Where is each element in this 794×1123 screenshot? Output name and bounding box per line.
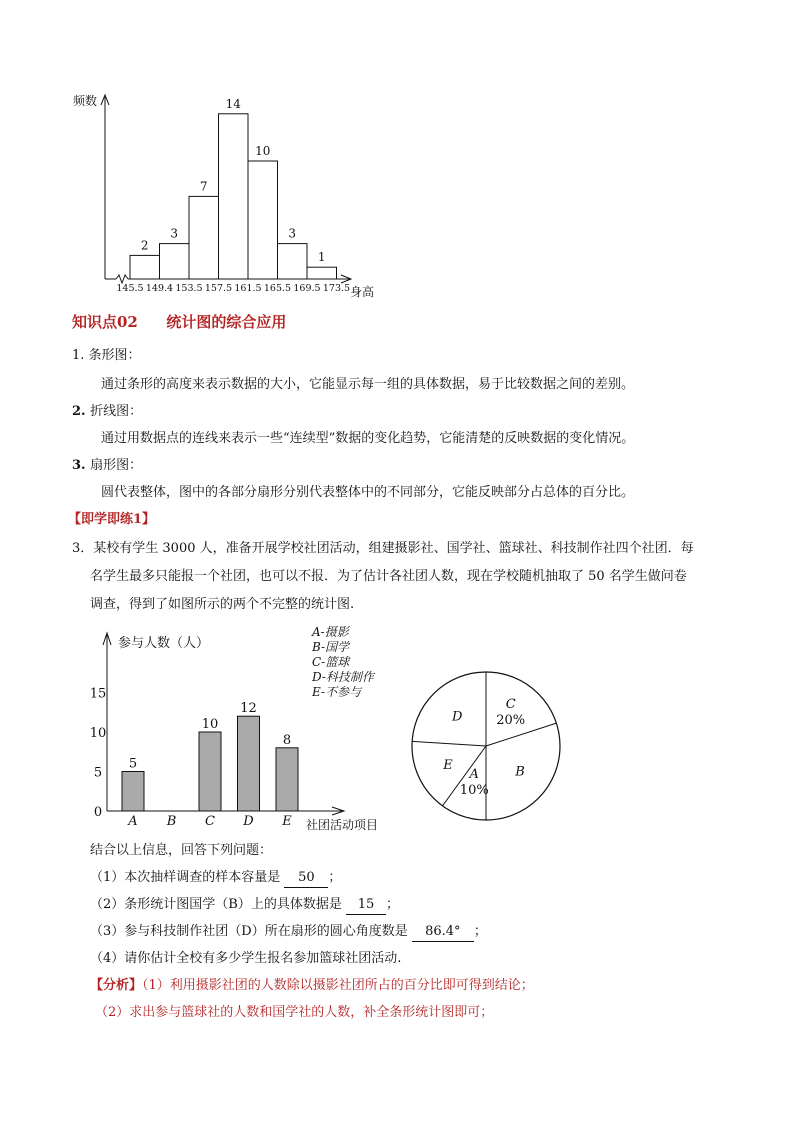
histogram-bar — [160, 244, 190, 279]
histogram-bar — [189, 196, 219, 279]
bar — [122, 772, 144, 812]
pie-slice-label: A — [469, 767, 479, 783]
histogram-bar — [130, 255, 160, 279]
question-2 — [90, 896, 399, 915]
x-tick-label: E — [282, 814, 292, 829]
item-name: 扇形图： — [90, 458, 143, 473]
x-tick-label: 157.5 — [204, 283, 233, 294]
item-number: 3. — [72, 458, 86, 473]
y-tick-label: 15 — [89, 686, 107, 702]
legend-entry: B-国学 — [312, 640, 350, 654]
section-header — [72, 313, 286, 331]
question-text: （2）条形统计图国学（B）上的具体数据是 — [90, 897, 342, 912]
item-3-heading — [72, 457, 142, 475]
bar-value-label: 8 — [282, 732, 292, 748]
item-2-desc: 通过用数据点的连线来表示一些“连续型”数据的变化趋势，它能清楚的反映数据的变化情况。 — [101, 431, 635, 446]
item-number: 1. — [72, 348, 85, 363]
bar — [276, 748, 298, 811]
problem-line-3: 调查，得到了如图所示的两个不完整的统计图. — [90, 597, 355, 612]
question-3 — [90, 923, 487, 942]
x-tick-label: B — [166, 814, 177, 829]
histogram-bar — [219, 114, 249, 279]
bar-value-label: 12 — [240, 701, 257, 717]
item-name: 折线图： — [90, 404, 143, 419]
problem-line-1: 3．某校有学生 3000 人，准备开展学校社团活动，组建摄影社、国学社、篮球社、科技制作社四个社团．每 — [72, 541, 694, 556]
legend-entry: E-不参与 — [312, 685, 362, 699]
answer-blank: 50 — [284, 869, 328, 888]
axis-break — [116, 275, 128, 283]
analysis-line-2: （2）求出参与篮球社的人数和国学社的人数，补全条形统计图即可； — [95, 1005, 494, 1020]
legend-entry: C-篮球 — [312, 655, 350, 669]
pie-slice-percent: 10% — [459, 783, 489, 799]
x-tick-label: C — [205, 814, 215, 829]
question-1 — [90, 869, 341, 888]
answer-blank: 86.4° — [412, 923, 474, 942]
problem-line-2: 名学生最多只能报一个社团，也可以不报．为了估计各社团人数，现在学校随机抽取了 50 名学生做问卷 — [90, 569, 687, 584]
x-tick-label: 173.5 — [322, 283, 351, 294]
legend-entry: A-摄影 — [312, 625, 349, 639]
item-number: 2. — [72, 404, 86, 419]
item-2-heading — [72, 403, 142, 421]
y-axis-label: 参与人数（人） — [118, 636, 210, 651]
y-tick-label: 0 — [93, 805, 103, 820]
section-subtitle: 统计图的综合应用 — [166, 313, 287, 331]
analysis-line-1 — [90, 977, 534, 995]
y-axis-label: 频数 — [72, 94, 98, 108]
x-tick-label: 149.4 — [145, 283, 174, 294]
bar-value-label: 10 — [201, 717, 219, 732]
pie-slice-label: E — [443, 757, 453, 773]
histogram-value-label: 2 — [140, 238, 149, 253]
pie-slice-label: B — [515, 764, 525, 780]
practice-tag: 【即学即练1】 — [68, 512, 156, 527]
x-tick-label: D — [243, 814, 254, 829]
item-name: 条形图： — [88, 348, 141, 363]
histogram-value-label: 1 — [317, 250, 326, 265]
x-tick-label: 145.5 — [116, 283, 144, 294]
histogram-value-label: 14 — [225, 96, 241, 111]
x-tick-label: 161.5 — [234, 283, 262, 294]
x-tick-label: A — [128, 814, 138, 829]
pie-slice-percent: 20% — [496, 713, 526, 729]
bar — [238, 716, 260, 811]
analysis-text: （1）利用摄影社团的人数除以摄影社团所占的百分比即可得到结论； — [142, 978, 534, 993]
club-pie-chart — [405, 665, 565, 830]
histogram-bar — [307, 267, 337, 279]
item-1-desc: 通过条形的高度来表示数据的大小，它能显示每一组的具体数据，易于比较数据之间的差别。 — [101, 377, 635, 392]
x-tick-label: 169.5 — [293, 283, 321, 294]
item-3-desc: 圆代表整体，图中的各部分扇形分别代表整体中的不同部分，它能反映部分占总体的百分比。 — [101, 485, 635, 500]
punct: ； — [385, 897, 399, 912]
club-bar-chart — [80, 625, 400, 835]
height-histogram — [60, 85, 390, 305]
y-tick-label: 5 — [93, 765, 103, 781]
section-title: 知识点02 — [72, 313, 138, 331]
x-tick-label: 165.5 — [263, 283, 292, 294]
bar — [199, 732, 221, 811]
bar-value-label: 5 — [128, 756, 138, 772]
analysis-tag: 【分析】 — [90, 978, 143, 993]
pie-slice-label: C — [505, 697, 516, 713]
question-4: （4）请你估计全校有多少学生报名参加篮球社团活动. — [90, 951, 402, 966]
histogram-value-label: 3 — [170, 226, 179, 241]
histogram-value-label: 7 — [199, 179, 208, 194]
answer-blank: 15 — [346, 896, 386, 915]
histogram-value-label: 3 — [288, 226, 297, 241]
histogram-value-label: 10 — [255, 144, 271, 158]
x-axis-label: 社团活动项目 — [306, 818, 379, 832]
questions-intro: 结合以上信息，回答下列问题： — [90, 843, 273, 858]
question-text: （1）本次抽样调查的样本容量是 — [90, 870, 281, 885]
legend-entry: D-科技制作 — [312, 670, 374, 684]
punct: ； — [328, 870, 342, 885]
x-axis-label: 身高 — [349, 285, 375, 299]
pie-slice-label: D — [452, 709, 463, 725]
histogram-bar — [278, 244, 308, 279]
histogram-bar — [248, 161, 278, 279]
x-tick-label: 153.5 — [175, 283, 203, 294]
y-tick-label: 10 — [89, 726, 107, 741]
question-text: （3）参与科技制作社团（D）所在扇形的圆心角度数是 — [90, 924, 408, 939]
punct: ； — [473, 924, 487, 939]
item-1-heading — [72, 347, 141, 365]
